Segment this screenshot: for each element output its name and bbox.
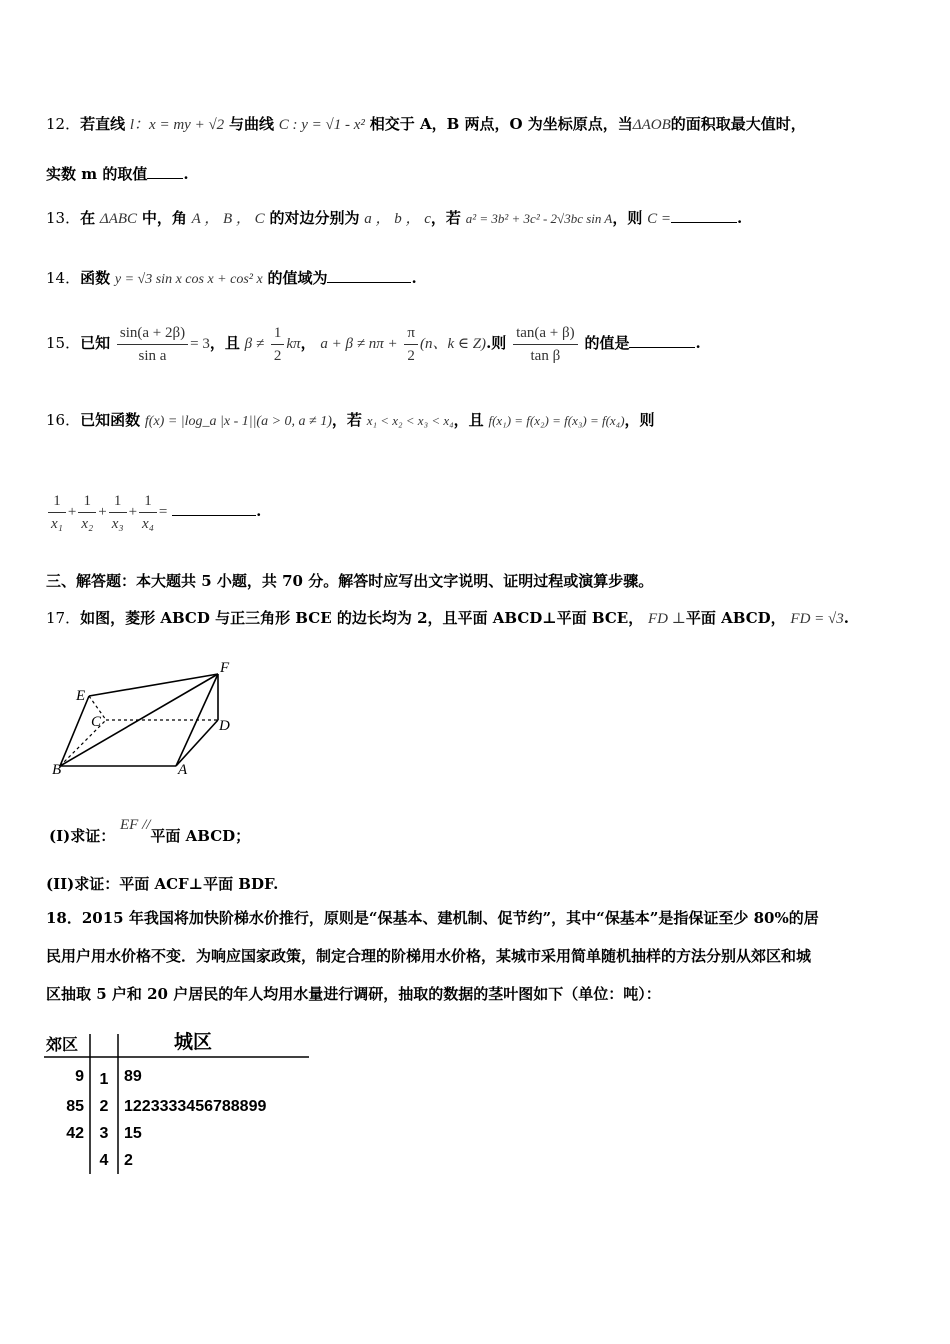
q16-text: ，若 <box>331 411 362 429</box>
q16-fraction <box>78 490 96 535</box>
stem-leaf-right-header: 城区 <box>174 1032 213 1053</box>
q15-text: .则 <box>486 334 507 352</box>
answer-blank[interactable] <box>172 515 256 516</box>
q12-line-equation: l：x = my + √2 <box>129 117 225 133</box>
q14-line <box>46 268 417 290</box>
numerator: 1 <box>48 490 66 513</box>
leaf-left: 85 <box>66 1098 84 1115</box>
q13-condition: a² = 3b² + 3c² - 2√3bc sin A <box>465 211 613 226</box>
q17-text: 平面 ABCD， <box>685 609 786 627</box>
q15-integer-condition: (n、k ∈ Z) <box>419 336 487 352</box>
q17-part1-label: (I)求证： <box>49 827 116 845</box>
q16-text: ，则 <box>624 411 655 429</box>
q16-function: f(x) = |log_a |x - 1||(a > 0, a ≠ 1) <box>144 414 332 429</box>
equals-sign: = <box>158 504 168 520</box>
q15-fraction-numerator: π <box>404 322 418 345</box>
q12-text: 实数 m 的取值 <box>46 165 148 183</box>
stem: 3 <box>99 1125 109 1142</box>
numerator: 1 <box>139 490 157 513</box>
q17-part2: (II)求证：平面 ACF⊥平面 BDF. <box>46 875 279 893</box>
q12-end: . <box>183 165 189 183</box>
label-E: E <box>76 688 86 704</box>
answer-blank[interactable] <box>147 178 183 179</box>
q18-line2: 民用户用水价格不变．为响应国家政策，制定合理的阶梯用水价格，某城市采用简单随机抽样的方法分别从郊区和城 <box>46 947 812 965</box>
q17-text: 如图，菱形 ABCD 与正三角形 BCE 的边长均为 2，且平面 ABCD⊥平面 BCE， <box>80 609 644 627</box>
q15-fraction-numerator: 1 <box>271 322 285 345</box>
denominator: x₃ <box>111 515 124 532</box>
q15-fraction-3 <box>404 322 418 367</box>
q17-part1-text: 平面 ABCD； <box>150 827 251 845</box>
q12-line1 <box>46 114 806 135</box>
q15-fraction-numerator: tan(a + β) <box>513 322 578 345</box>
q15-end: . <box>695 334 701 352</box>
plus-sign: + <box>67 504 77 520</box>
leaf-left: 9 <box>75 1068 84 1085</box>
q15-text: ，且 <box>209 334 240 352</box>
q17-number: 17． <box>46 609 81 627</box>
q15-fraction-denominator: sin a <box>138 347 167 364</box>
q16-line1 <box>46 410 655 432</box>
denominator: x₂ <box>81 515 94 532</box>
stem-leaf-left-header: 郊区 <box>46 1037 79 1054</box>
label-B: B <box>52 762 62 778</box>
leaf-right: 2 <box>124 1152 133 1169</box>
stem: 1 <box>99 1071 109 1088</box>
q15-fraction-1 <box>117 322 188 367</box>
q14-number: 14． <box>46 269 81 287</box>
q12-text: 与曲线 <box>228 115 274 133</box>
q16-fraction <box>48 490 66 535</box>
q16-text: 已知函数 <box>80 411 141 429</box>
q13-c-equals: C = <box>647 211 672 227</box>
q13-text: ，则 <box>612 209 643 227</box>
q13-triangle: ΔABC <box>99 211 138 227</box>
answer-blank[interactable] <box>629 347 695 348</box>
q14-text: 的值域为 <box>267 269 328 287</box>
q12-text: 的面积取最大值时， <box>670 115 806 133</box>
q15-fraction-denominator: 2 <box>407 347 415 364</box>
stem: 4 <box>99 1152 109 1169</box>
q18-line1: 18．2015 年我国将加快阶梯水价推行，原则是“保基本、建机制、促节约”，其中“保基本”是指保证至少 80%的居 <box>46 909 819 927</box>
edge-BE <box>60 696 89 766</box>
q17-part1 <box>49 817 251 847</box>
q12-text: 若直线 <box>80 115 126 133</box>
q15-text: ， <box>300 334 316 352</box>
q17-parallel: EF // <box>120 817 151 833</box>
label-C: C <box>91 714 102 730</box>
leaf-right: 1223333456788899 <box>124 1098 267 1115</box>
denominator: x₄ <box>142 515 154 532</box>
stem: 2 <box>99 1098 109 1115</box>
q12-triangle: ΔAOB <box>632 117 671 133</box>
leaf-right: 89 <box>124 1068 142 1085</box>
q13-end: . <box>737 209 743 227</box>
q12-curve-equation: C : y = √1 - x² <box>278 117 365 133</box>
q16-equal-values: f(x₁) = f(x₂) = f(x₃) = f(x₄) <box>488 413 625 428</box>
numerator: 1 <box>78 490 96 513</box>
plus-sign: + <box>98 504 107 520</box>
q15-text: 已知 <box>80 334 111 352</box>
leaf-left: 42 <box>66 1125 84 1142</box>
q15-fraction-4 <box>513 322 578 367</box>
q14-text: 函数 <box>80 269 111 287</box>
label-F: F <box>220 660 230 676</box>
q15-text: 的值是 <box>584 334 630 352</box>
q13-text: ，若 <box>430 209 461 227</box>
q16-text: ，且 <box>453 411 484 429</box>
label-A: A <box>178 762 188 778</box>
q12-line2 <box>46 164 189 184</box>
q18-line3: 区抽取 5 户和 20 户居民的年人均用水量进行调研，抽取的数据的茎叶图如下（单位：吨）： <box>46 985 661 1003</box>
denominator: x₁ <box>51 515 63 532</box>
q17-perpendicular: FD ⊥ <box>648 611 686 627</box>
q16-number: 16． <box>46 411 81 429</box>
section3-heading: 三、解答题：本大题共 5 小题，共 70 分。解答时应写出文字说明、证明过程或演算步骤。 <box>46 572 654 590</box>
answer-blank[interactable] <box>327 282 411 283</box>
q16-fraction <box>139 490 157 535</box>
q17-geometry-figure <box>46 652 246 782</box>
q15-fraction-2 <box>271 322 285 367</box>
q17-end: . <box>843 609 850 627</box>
q17-line <box>46 608 849 629</box>
q14-end: . <box>411 269 417 287</box>
plus-sign: + <box>128 504 138 520</box>
q13-text: 的对边分别为 <box>269 209 360 227</box>
stem-leaf-plot <box>44 1028 314 1176</box>
q15-fraction-numerator: sin(a + 2β) <box>117 322 188 345</box>
edge-AD <box>176 720 218 766</box>
label-D: D <box>219 718 230 734</box>
q15-number: 15． <box>46 334 81 352</box>
q15-fraction-denominator: tan β <box>530 347 561 364</box>
q13-text: 中，角 <box>141 209 187 227</box>
q13-number: 13． <box>46 209 81 227</box>
q17-fd-length: FD = √3 <box>790 611 844 627</box>
q13-angles: A ， B ， C <box>191 211 265 227</box>
q16-end: . <box>256 502 262 520</box>
q12-number: 12． <box>46 115 81 133</box>
numerator: 1 <box>109 490 127 513</box>
leaf-right: 15 <box>124 1125 142 1142</box>
q14-function: y = √3 sin x cos x + cos² x <box>114 272 263 287</box>
q15-equals: = 3 <box>190 336 210 352</box>
q16-order: x₁ < x₂ < x₃ < x₄ <box>366 413 454 428</box>
q15-line <box>46 318 701 369</box>
q13-line <box>46 208 742 229</box>
q12-text: 相交于 A，B 两点，O 为坐标原点，当 <box>369 115 633 133</box>
q16-fraction <box>109 490 127 535</box>
q15-beta-condition: β ≠ <box>244 336 265 352</box>
q15-k-pi: kπ <box>286 336 301 352</box>
answer-blank[interactable] <box>671 222 737 223</box>
q13-text: 在 <box>80 209 96 227</box>
q13-sides: a ， b ， c <box>364 211 431 227</box>
q16-line2 <box>46 486 261 537</box>
q15-fraction-denominator: 2 <box>273 347 282 364</box>
q15-sum-condition: a + β ≠ nπ + <box>320 336 398 352</box>
